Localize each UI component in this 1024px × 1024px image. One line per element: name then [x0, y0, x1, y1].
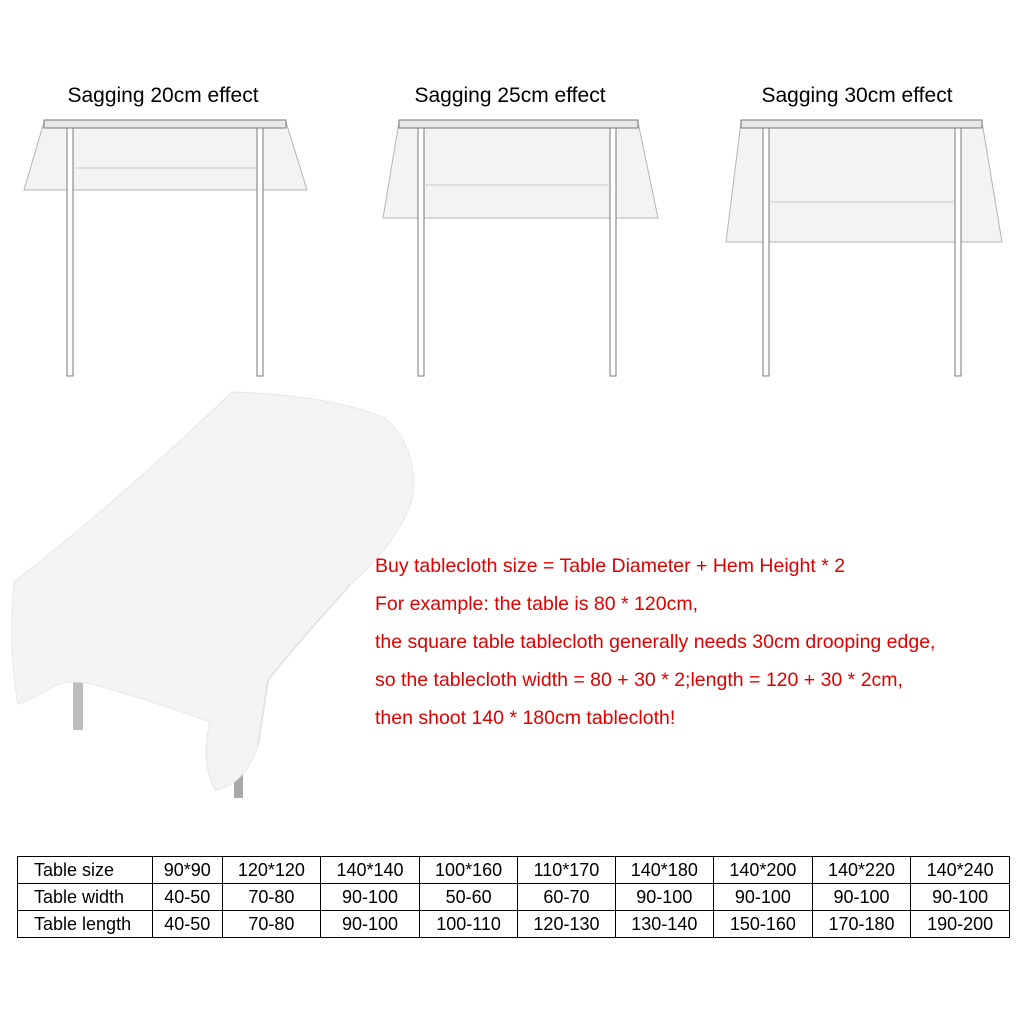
table-cell: 70-80	[222, 884, 321, 911]
table-cell: 60-70	[518, 884, 615, 911]
table-cell: 70-80	[222, 911, 321, 938]
table-cell: 150-160	[714, 911, 813, 938]
table-cell: 140*240	[911, 857, 1010, 884]
table-diagram-20cm	[24, 120, 307, 376]
table-cell: 100*160	[419, 857, 518, 884]
table-cell: 140*140	[321, 857, 420, 884]
tablecloth-illustration	[12, 392, 414, 798]
size-table	[17, 856, 1010, 938]
formula-line: the square table tablecloth generally needs 30cm drooping edge,	[375, 631, 936, 653]
table-cell: 130-140	[615, 911, 714, 938]
formula-line: then shoot 140 * 180cm tablecloth!	[375, 707, 676, 729]
table-cell: 190-200	[911, 911, 1010, 938]
effect-caption-20cm: Sagging 20cm effect	[67, 84, 259, 107]
table-cell: 90-100	[321, 884, 420, 911]
table-cell: 140*180	[615, 857, 714, 884]
table-row	[18, 857, 1010, 884]
table-cell: 170-180	[812, 911, 911, 938]
table-diagram-25cm	[383, 120, 658, 376]
tablecloth-formula	[375, 547, 935, 737]
table-diagram-30cm	[726, 120, 1002, 376]
table-cell: 120-130	[518, 911, 615, 938]
table-cell: 110*170	[518, 857, 615, 884]
row-header: Table width	[18, 884, 153, 911]
table-cell: 90-100	[812, 884, 911, 911]
effect-caption-30cm: Sagging 30cm effect	[761, 84, 953, 107]
row-header: Table length	[18, 911, 153, 938]
table-cell: 90-100	[615, 884, 714, 911]
formula-line: For example: the table is 80 * 120cm,	[375, 593, 698, 615]
formula-line: so the tablecloth width = 80 + 30 * 2;length = 120 + 30 * 2cm,	[375, 669, 903, 691]
table-cell: 140*200	[714, 857, 813, 884]
table-cell: 100-110	[419, 911, 518, 938]
table-cell: 40-50	[153, 884, 223, 911]
table-cell: 40-50	[153, 911, 223, 938]
table-cell: 120*120	[222, 857, 321, 884]
row-header: Table size	[18, 857, 153, 884]
table-cell: 90-100	[714, 884, 813, 911]
table-cell: 90*90	[153, 857, 223, 884]
table-cell: 90-100	[911, 884, 1010, 911]
table-row	[18, 911, 1010, 938]
table-row	[18, 884, 1010, 911]
effect-caption-25cm: Sagging 25cm effect	[414, 84, 606, 107]
formula-line: Buy tablecloth size = Table Diameter + Hem Height * 2	[375, 555, 846, 577]
table-cell: 140*220	[812, 857, 911, 884]
table-cell: 90-100	[321, 911, 420, 938]
table-cell: 50-60	[419, 884, 518, 911]
